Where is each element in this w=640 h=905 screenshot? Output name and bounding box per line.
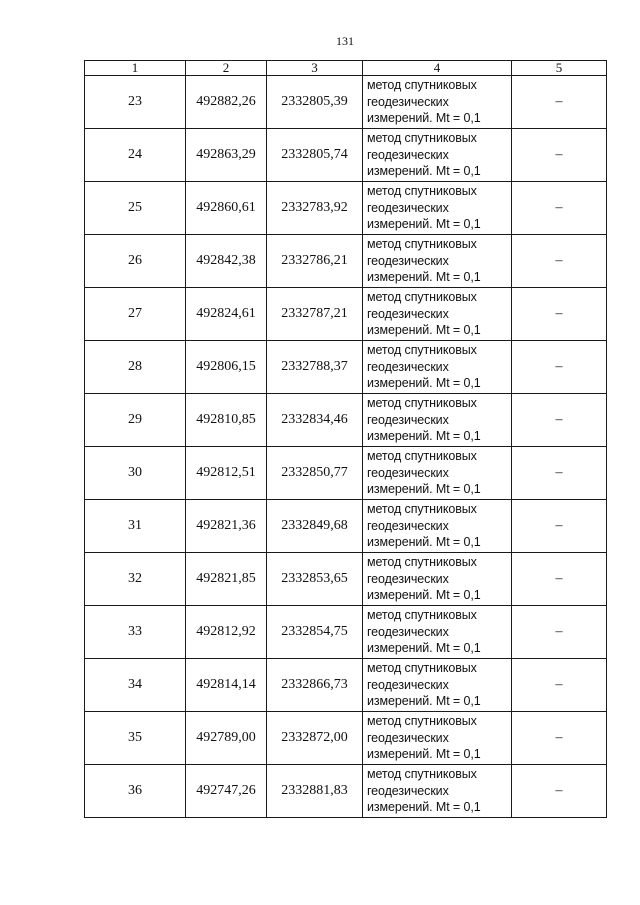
y-coordinate-cell: 2332788,37 [267,341,363,394]
point-number-cell: 32 [85,553,186,606]
point-number-cell: 27 [85,288,186,341]
method-cell [363,712,512,765]
method-text-line: метод спутниковых [367,661,477,676]
point-number-cell: 25 [85,182,186,235]
y-coordinate-cell: 2332850,77 [267,447,363,500]
y-coordinate-cell: 2332786,21 [267,235,363,288]
header-col-5: 5 [512,61,607,76]
table-row [85,76,607,129]
method-text-line: метод спутниковых [367,131,477,146]
method-text-line: метод спутниковых [367,396,477,411]
method-cell [363,76,512,129]
header-col-3: 3 [267,61,363,76]
note-cell: – [512,394,607,447]
point-number-cell: 33 [85,606,186,659]
header-col-1: 1 [85,61,186,76]
method-cell [363,394,512,447]
note-cell: – [512,606,607,659]
note-cell: – [512,76,607,129]
y-coordinate-cell: 2332866,73 [267,659,363,712]
point-number-cell: 35 [85,712,186,765]
point-number-cell: 26 [85,235,186,288]
x-coordinate-cell: 492824,61 [186,288,267,341]
x-coordinate-cell: 492812,51 [186,447,267,500]
table-row [85,659,607,712]
method-cell [363,182,512,235]
method-text-line: метод спутниковых [367,290,477,305]
note-cell: – [512,659,607,712]
note-cell: – [512,712,607,765]
method-text-line: измерений. Mt = 0,1 [367,323,481,338]
method-cell [363,447,512,500]
point-number-cell: 34 [85,659,186,712]
x-coordinate-cell: 492789,00 [186,712,267,765]
table-row [85,447,607,500]
table-row [85,394,607,447]
y-coordinate-cell: 2332834,46 [267,394,363,447]
method-text-line: геодезических [367,147,449,162]
method-text-line: измерений. Mt = 0,1 [367,270,481,285]
method-text-line: измерений. Mt = 0,1 [367,111,481,126]
method-text-line: метод спутниковых [367,343,477,358]
method-text-line: измерений. Mt = 0,1 [367,641,481,656]
method-text-line: метод спутниковых [367,714,477,729]
method-text-line: геодезических [367,571,449,586]
method-text-line: измерений. Mt = 0,1 [367,429,481,444]
x-coordinate-cell: 492747,26 [186,765,267,818]
table-row [85,606,607,659]
point-number-cell: 23 [85,76,186,129]
method-text-line: метод спутниковых [367,449,477,464]
note-cell: – [512,500,607,553]
point-number-cell: 28 [85,341,186,394]
y-coordinate-cell: 2332854,75 [267,606,363,659]
method-text-line: геодезических [367,412,449,427]
table-row [85,129,607,182]
x-coordinate-cell: 492806,15 [186,341,267,394]
table-row [85,500,607,553]
method-text-line: геодезических [367,253,449,268]
method-text-line: метод спутниковых [367,78,477,93]
method-text-line: геодезических [367,677,449,692]
method-text-line: измерений. Mt = 0,1 [367,217,481,232]
note-cell: – [512,129,607,182]
method-text-line: метод спутниковых [367,184,477,199]
header-col-2: 2 [186,61,267,76]
method-text-line: геодезических [367,94,449,109]
y-coordinate-cell: 2332853,65 [267,553,363,606]
point-number-cell: 36 [85,765,186,818]
x-coordinate-cell: 492860,61 [186,182,267,235]
method-text-line: геодезических [367,518,449,533]
method-text-line: метод спутниковых [367,555,477,570]
point-number-cell: 24 [85,129,186,182]
header-row [85,61,607,76]
table-row [85,288,607,341]
table-row [85,765,607,818]
method-text-line: измерений. Mt = 0,1 [367,164,481,179]
method-text-line: измерений. Mt = 0,1 [367,800,481,815]
method-cell [363,553,512,606]
table-row [85,341,607,394]
method-cell [363,500,512,553]
note-cell: – [512,288,607,341]
table-header [85,61,607,76]
method-text-line: измерений. Mt = 0,1 [367,376,481,391]
method-text-line: метод спутниковых [367,608,477,623]
method-text-line: геодезических [367,624,449,639]
point-number-cell: 31 [85,500,186,553]
method-cell [363,659,512,712]
table-row [85,182,607,235]
y-coordinate-cell: 2332881,83 [267,765,363,818]
method-cell [363,765,512,818]
method-text-line: геодезических [367,306,449,321]
method-text-line: измерений. Mt = 0,1 [367,747,481,762]
method-text-line: метод спутниковых [367,767,477,782]
y-coordinate-cell: 2332783,92 [267,182,363,235]
note-cell: – [512,182,607,235]
x-coordinate-cell: 492821,85 [186,553,267,606]
note-cell: – [512,553,607,606]
header-col-4: 4 [363,61,512,76]
table-row [85,553,607,606]
method-text-line: геодезических [367,465,449,480]
method-text-line: измерений. Mt = 0,1 [367,694,481,709]
note-cell: – [512,235,607,288]
method-text-line: геодезических [367,359,449,374]
method-text-line: метод спутниковых [367,502,477,517]
note-cell: – [512,447,607,500]
x-coordinate-cell: 492810,85 [186,394,267,447]
point-number-cell: 29 [85,394,186,447]
method-cell [363,288,512,341]
method-cell [363,235,512,288]
x-coordinate-cell: 492882,26 [186,76,267,129]
note-cell: – [512,341,607,394]
y-coordinate-cell: 2332849,68 [267,500,363,553]
y-coordinate-cell: 2332872,00 [267,712,363,765]
method-text-line: метод спутниковых [367,237,477,252]
method-text-line: геодезических [367,783,449,798]
page-number: 131 [336,34,354,48]
method-text-line: измерений. Mt = 0,1 [367,535,481,550]
x-coordinate-cell: 492814,14 [186,659,267,712]
note-cell: – [512,765,607,818]
method-cell [363,341,512,394]
method-text-line: измерений. Mt = 0,1 [367,588,481,603]
y-coordinate-cell: 2332805,74 [267,129,363,182]
table-row [85,712,607,765]
x-coordinate-cell: 492821,36 [186,500,267,553]
x-coordinate-cell: 492863,29 [186,129,267,182]
method-cell [363,129,512,182]
y-coordinate-cell: 2332805,39 [267,76,363,129]
table-row [85,235,607,288]
y-coordinate-cell: 2332787,21 [267,288,363,341]
point-number-cell: 30 [85,447,186,500]
x-coordinate-cell: 492812,92 [186,606,267,659]
coordinates-table [84,60,607,818]
table-body [85,76,607,818]
x-coordinate-cell: 492842,38 [186,235,267,288]
method-text-line: геодезических [367,730,449,745]
method-cell [363,606,512,659]
method-text-line: измерений. Mt = 0,1 [367,482,481,497]
method-text-line: геодезических [367,200,449,215]
